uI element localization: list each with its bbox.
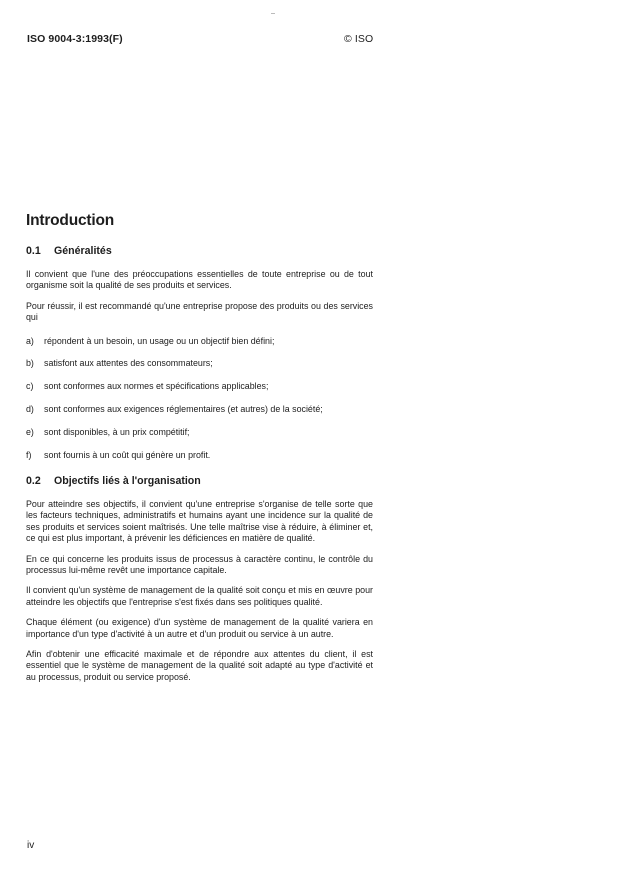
section-number: 0.2	[26, 475, 41, 488]
page-number: iv	[27, 840, 35, 851]
paragraph: Il convient que l'une des préoccupations essentielles de toute entreprise ou de tout organisme soit la qualité de ses produits et services.	[26, 269, 373, 291]
list-label: d)	[26, 404, 34, 415]
section-general	[26, 245, 373, 461]
paragraph: Afin d'obtenir une efficacité maximale et de répondre aux attentes du client, il est essentiel que le système de management de la qualité soit adapté au type d'activité et au processus, produit ou service proposé.	[26, 649, 373, 682]
section-title: Objectifs liés à l'organisation	[54, 475, 201, 488]
list-label: e)	[26, 426, 34, 437]
list-label: a)	[26, 335, 34, 346]
page-title: Introduction	[26, 212, 114, 229]
list-item	[26, 336, 373, 347]
scan-speck	[271, 13, 275, 14]
list-label: c)	[26, 381, 34, 392]
list-text: satisfont aux attentes des consommateurs;	[44, 358, 213, 369]
list-text: sont disponibles, à un prix compétitif;	[44, 426, 190, 437]
document-id: ISO 9004-3:1993(F)	[27, 33, 123, 45]
list-text: sont conformes aux exigences réglementaires (et autres) de la société;	[44, 404, 323, 415]
paragraph: Chaque élément (ou exigence) d'un système de management de la qualité variera en importance d'un type d'activité à un autre et d'un produit ou service à un autre.	[26, 617, 373, 639]
paragraph: Il convient qu'un système de management de la qualité soit conçu et mis en œuvre pour atteindre les objectifs que l'entreprise s'est fixés dans ses politiques qualité.	[26, 585, 373, 607]
section-number: 0.1	[26, 245, 41, 257]
section-objectives	[26, 475, 373, 683]
list-label: f)	[26, 449, 32, 460]
page-body	[26, 212, 373, 692]
list-item	[26, 404, 373, 415]
list-text: répondent à un besoin, un usage ou un objectif bien défini;	[44, 335, 275, 346]
list-item	[26, 450, 373, 461]
section-heading	[26, 475, 373, 487]
list-item	[26, 358, 373, 369]
paragraph: Pour réussir, il est recommandé qu'une entreprise propose des produits ou des services qui	[26, 300, 373, 323]
list-item	[26, 381, 373, 392]
list-item	[26, 427, 373, 438]
paragraph: Pour atteindre ses objectifs, il convient qu'une entreprise s'organise de telle sorte que les facteurs techniques, administratifs et humains ayant une incidence sur la qualité de ses produits et services soient maîtrisés. Une telle maîtrise vise à réduire, à éliminer et, ce qui est plus important, à prévenir les déficiences en matière de qualité.	[26, 499, 373, 544]
section-title: Généralités	[54, 245, 112, 257]
paragraph: En ce qui concerne les produits issus de processus à caractère continu, le contrôle du processus lui-même revêt une importance capitale.	[26, 553, 373, 576]
list-text: sont conformes aux normes et spécifications applicables;	[44, 381, 269, 392]
copyright-notice: © ISO	[344, 33, 374, 45]
list-text: sont fournis à un coût qui génère un profit.	[44, 449, 211, 460]
section-heading	[26, 245, 373, 257]
list-label: b)	[26, 358, 34, 369]
